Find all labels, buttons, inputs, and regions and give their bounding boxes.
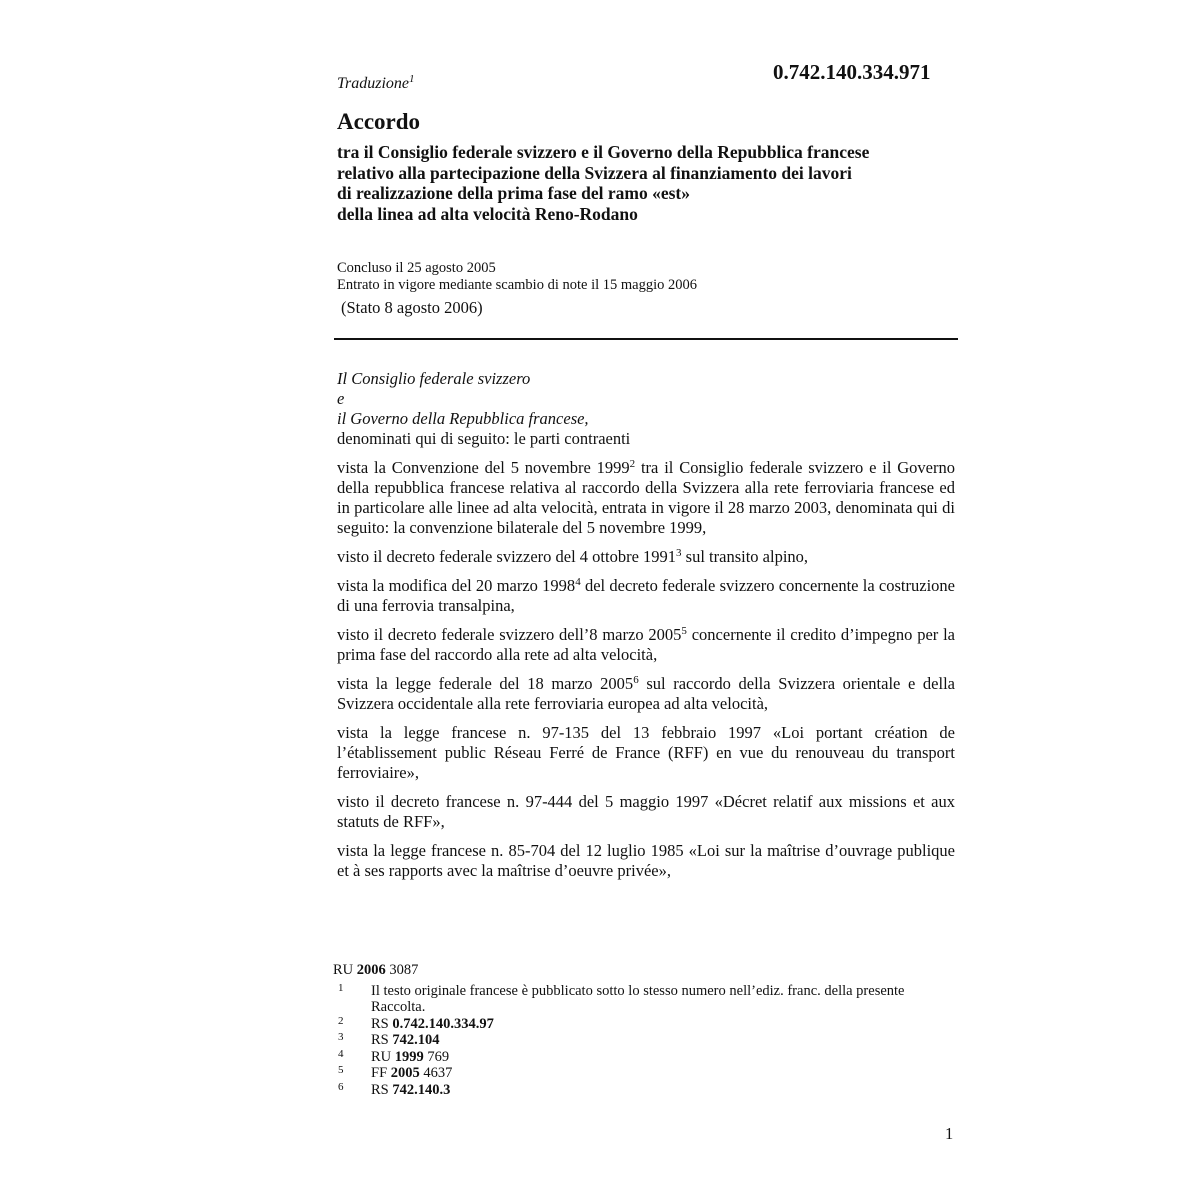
official-collection-ref: RU 2006 3087 [333, 962, 419, 978]
document-meta [337, 260, 697, 294]
footnote-ref-2[interactable]: 2 [629, 458, 636, 470]
translation-label: Traduzione$^1$ [337, 73, 415, 92]
page-number: 1 [945, 1124, 954, 1143]
preamble-clause: vista la legge francese n. 85-704 del 12 luglio 1985 «Loi sur la maîtrise d’ouvrage publique et à ses rapports avec la maîtrise d’oeuvre privée», [337, 841, 955, 880]
preamble-clause: visto il decreto francese n. 97-444 del 5 maggio 1997 «Décret relatif aux missions et aux statuts de RFF», [337, 792, 955, 831]
document-subtitle [337, 142, 977, 224]
footnote-item: 5 FF 2005 4637 [338, 1064, 453, 1081]
footnote-item: 1 Il testo originale francese è pubblicato sotto lo stesso numero nell’ediz. franc. della presente Raccolta. [338, 981, 905, 1015]
footnote-item: 6 RS 742.140.3 [338, 1080, 451, 1098]
footnote-item: 4 RU 1999 769 [338, 1047, 450, 1065]
document-code: 0.742.140.334.971 [773, 60, 931, 84]
party-swiss: Il Consiglio federale svizzero [337, 369, 531, 388]
footnote-number: 4 [338, 1047, 344, 1060]
footnote-ref-4[interactable]: 4 [575, 576, 581, 588]
footnote-number: 3 [338, 1031, 344, 1043]
footnote-ref-6[interactable]: 6 [633, 674, 639, 686]
subtitle-line: di realizzazione della prima fase del ramo «est» [337, 183, 691, 203]
subtitle-line: relativo alla partecipazione della Svizzera al finanziamento dei lavori [337, 162, 852, 183]
preamble-clause: vista la modifica del 20 marzo 1998$^4$ del decreto federale svizzero concernente la costruzione di una ferrovia transalpina, [337, 576, 955, 615]
footnote-ref-3[interactable]: 3 [676, 547, 682, 559]
footnote-item: 3 RS 742.104 [338, 1031, 440, 1048]
footnote-number: 1 [338, 981, 344, 994]
parties-named: denominati qui di seguito: le parti contraenti [337, 429, 631, 448]
preamble-clause: vista la Convenzione del 5 novembre 1999$^2$ tra il Consiglio federale svizzero e il Governo della repubblica francese relativa al raccordo della Svizzera alla rete ferroviaria francese ed in particolare alle linee ad alta velocità, entrata in vigore il 28 marzo 2003, denominata qui di seguito: la convenzione bilaterale del 5 novembre 1999, [337, 458, 955, 537]
footnote-ref-1[interactable]: 1 [409, 73, 415, 85]
footnote-number: 6 [338, 1080, 344, 1093]
preamble-clause: visto il decreto federale svizzero dell’8 marzo 2005$^5$ concernente il credito d’impegno per la prima fase del raccordo alla rete ad alta velocità, [337, 625, 956, 664]
footnote-number: 5 [338, 1064, 344, 1076]
preamble-clause: visto il decreto federale svizzero del 4 ottobre 1991$^3$ sul transito alpino, [337, 547, 809, 566]
footnotes [333, 962, 953, 1098]
party-french: il Governo della Repubblica francese, [337, 409, 589, 428]
preamble-clause: vista la legge federale del 18 marzo 2005$^6$ sul raccordo della Svizzera orientale e della Svizzera occidentale alla rete ferroviaria europea ad alta velocità, [337, 674, 955, 713]
subtitle-line: della linea ad alta velocità Reno-Rodano [337, 203, 638, 224]
document-title: Accordo [337, 109, 421, 134]
footnote-ref-5[interactable]: 5 [681, 625, 687, 637]
status-date: (Stato 8 agosto 2006) [341, 298, 483, 317]
subtitle-line: tra il Consiglio federale svizzero e il Governo della Repubblica francese [337, 142, 870, 162]
preamble [337, 369, 955, 881]
in-force-date: Entrato in vigore mediante scambio di note il 15 maggio 2006 [337, 277, 698, 293]
concluded-date: Concluso il 25 agosto 2005 [337, 260, 496, 276]
party-conjunction: e [337, 389, 345, 408]
preamble-clause: vista la legge francese n. 97-135 del 13 febbraio 1997 «Loi portant création de l’établissement public Réseau Ferré de France (RFF) en vue du renouveau du transport ferroviaire», [337, 723, 955, 782]
footnote-number: 2 [338, 1014, 344, 1027]
footnote-item: 2 RS 0.742.140.334.97 [338, 1014, 494, 1032]
divider-rule [334, 338, 958, 340]
